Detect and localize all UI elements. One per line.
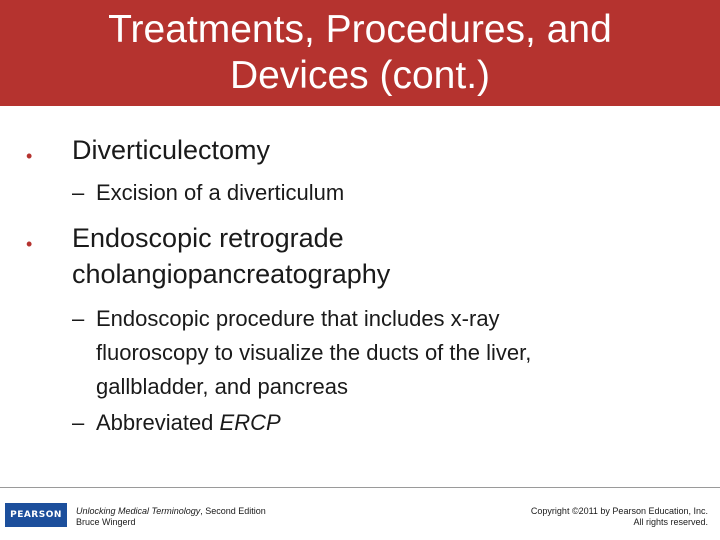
footer-book-title	[76, 506, 266, 517]
slide-title-line-1: Treatments, Procedures, and	[108, 8, 612, 51]
bullet-text: Diverticulectomy	[72, 135, 271, 165]
pearson-logo: PEARSON	[5, 503, 67, 527]
bullet-text-line-1: Endoscopic retrograde	[72, 223, 344, 253]
sub-bullet-text	[96, 408, 281, 437]
copyright-text: Copyright ©2011 by Pearson Education, Inc.	[530, 506, 708, 516]
sub-bullet-text-line-1: Endoscopic procedure that includes x-ray	[96, 306, 500, 331]
sub-bullet-dash: –	[72, 410, 85, 435]
abbreviation-term: ERCP	[219, 410, 281, 435]
footer-divider	[0, 487, 720, 488]
sub-bullet-dash: –	[72, 306, 85, 331]
sub-bullet-text: Excision of a diverticulum	[96, 180, 345, 205]
abbreviation-prefix: Abbreviated	[96, 410, 220, 435]
sub-bullet-text-line-2: fluoroscopy to visualize the ducts of the liver,	[96, 340, 532, 365]
slide-title-line-2: Devices (cont.)	[229, 54, 491, 97]
book-edition: , Second Edition	[200, 506, 266, 516]
book-title: Unlocking Medical Terminology	[76, 506, 201, 516]
bullet-text-line-2: cholangiopancreatography	[72, 259, 391, 289]
bullet-dot: •	[26, 146, 33, 166]
footer-copyright	[531, 506, 708, 528]
footer-author: Bruce Wingerd	[76, 517, 136, 527]
sub-bullet-text-line-3: gallbladder, and pancreas	[96, 374, 348, 399]
rights-text: All rights reserved.	[633, 517, 708, 527]
bullet-dot: •	[26, 234, 33, 254]
sub-bullet-dash: –	[72, 180, 85, 205]
footer-book-info	[76, 506, 266, 528]
